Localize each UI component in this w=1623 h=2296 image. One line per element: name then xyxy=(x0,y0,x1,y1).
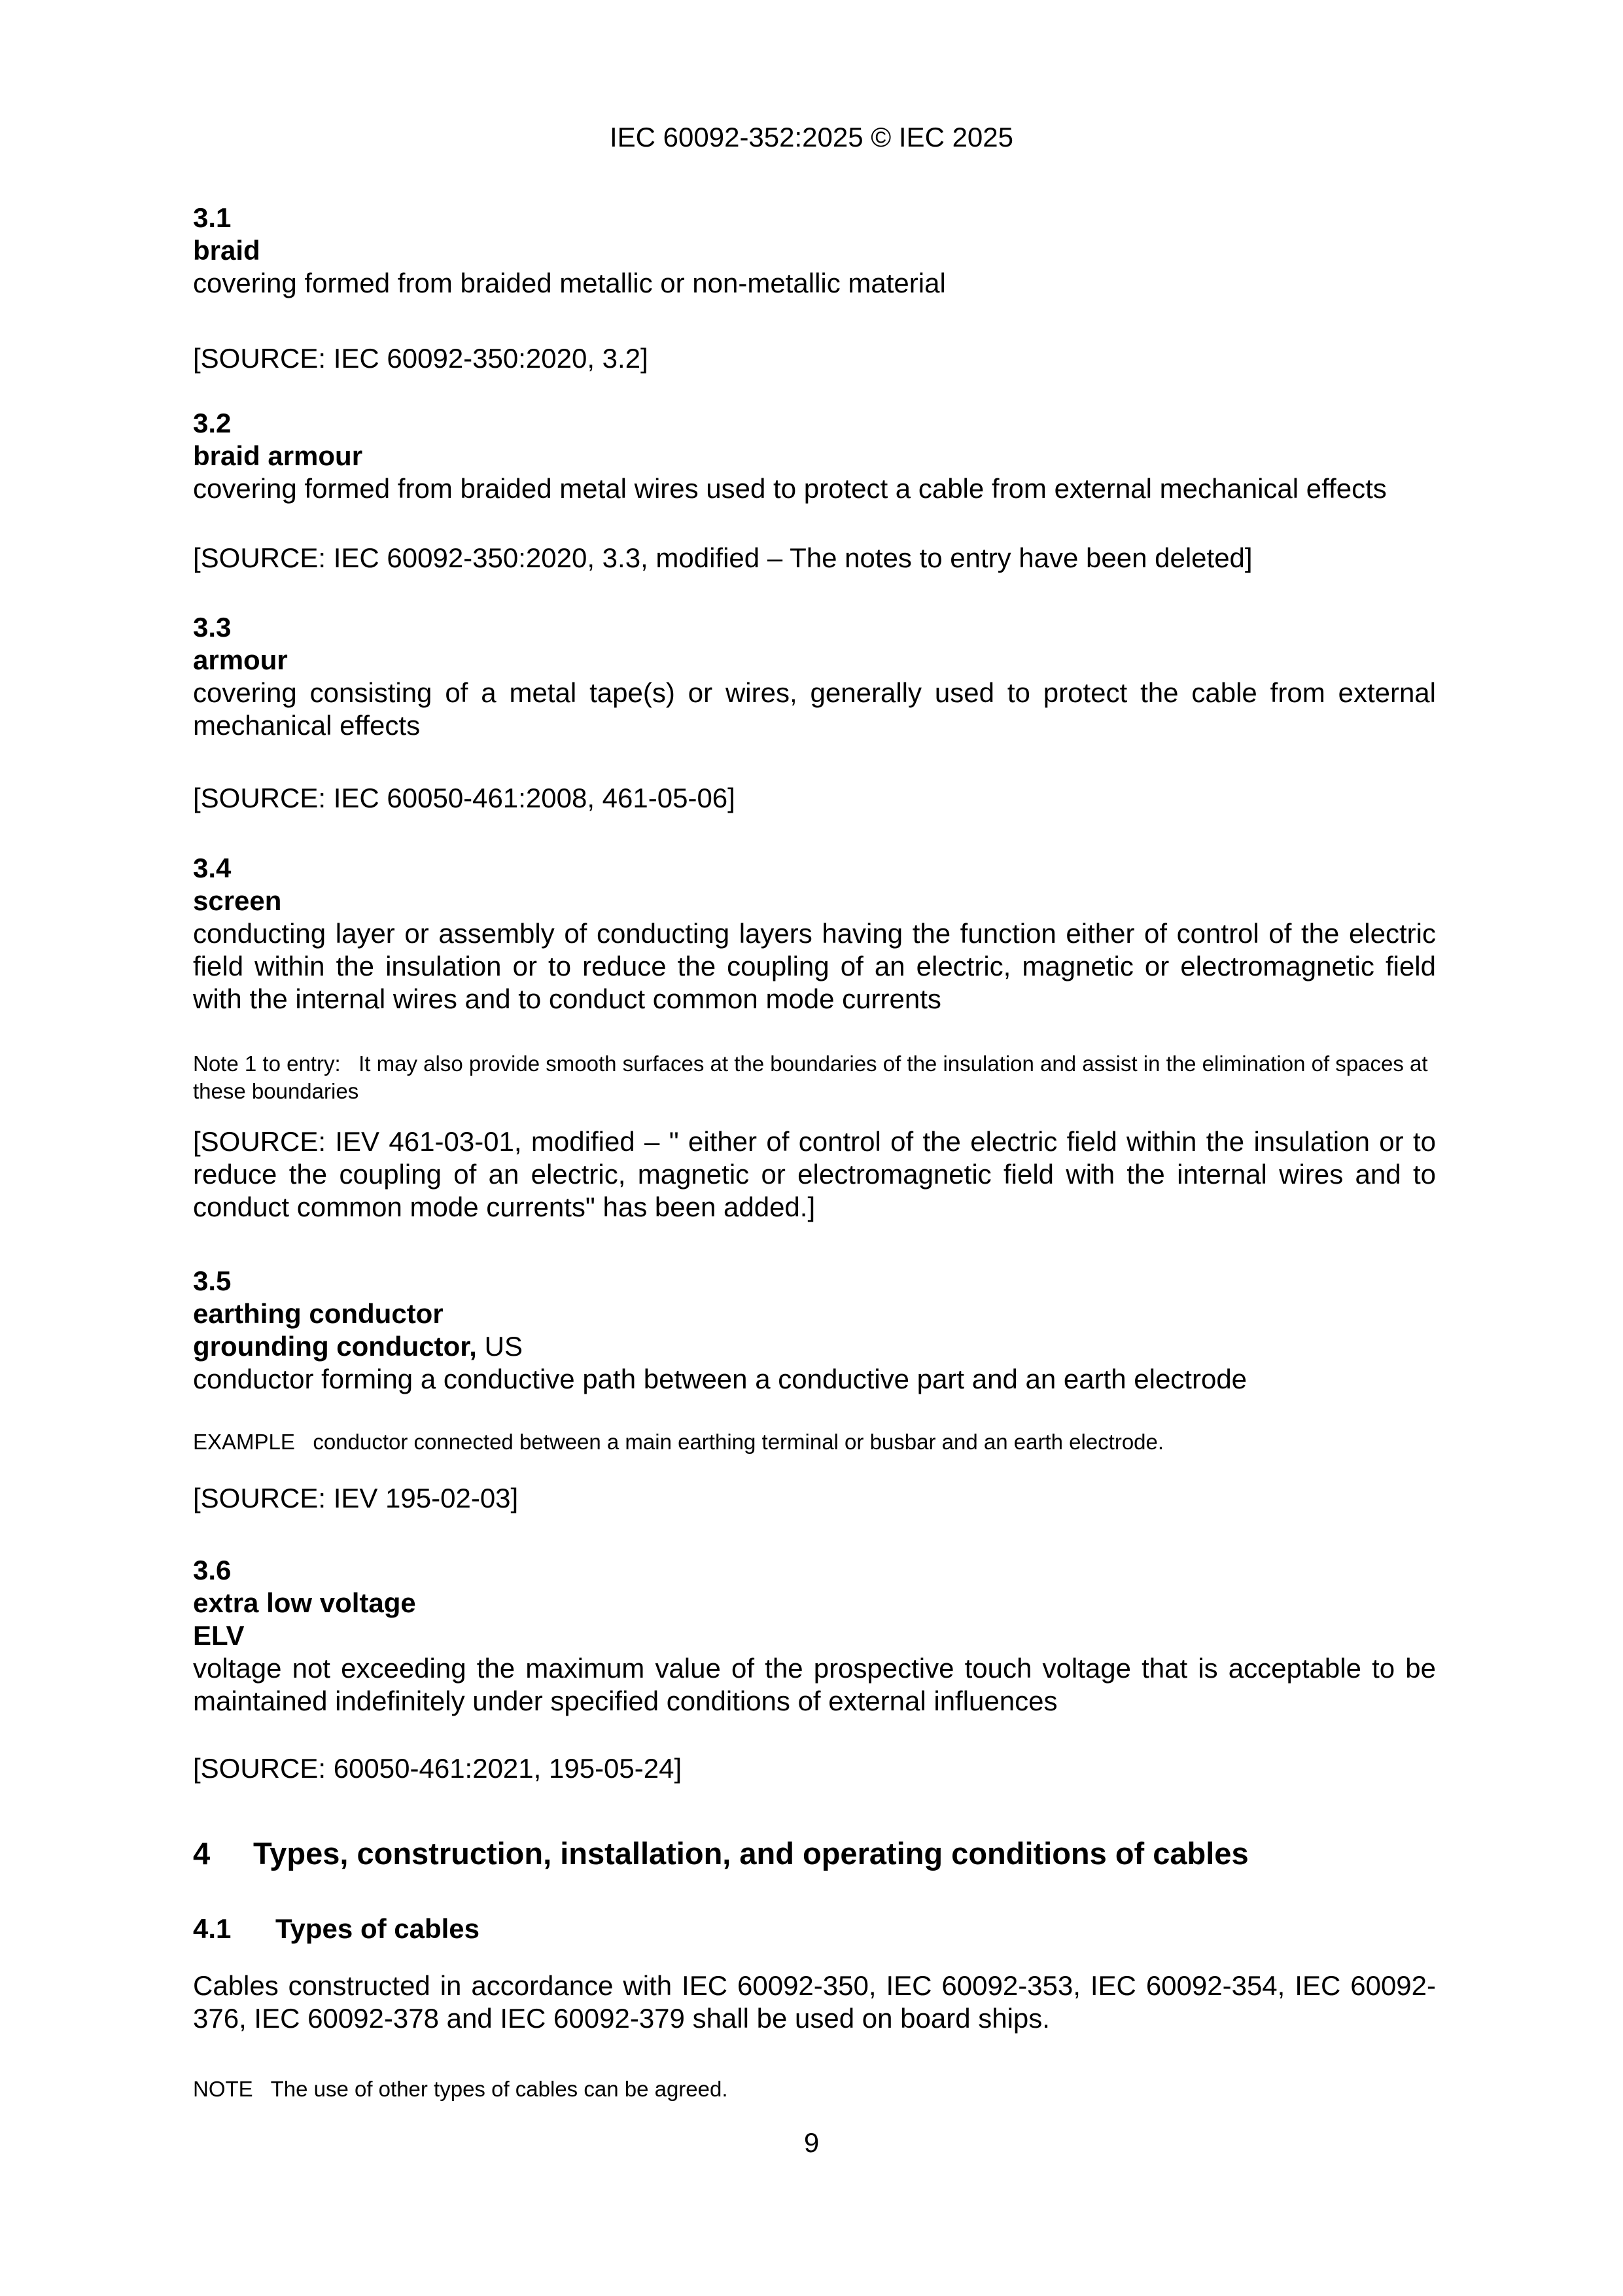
clause-4-1-heading xyxy=(193,1913,1436,1945)
clause-4-number: 4 xyxy=(193,1836,211,1871)
source-line: [SOURCE: IEC 60050-461:2008, 461-05-06] xyxy=(193,783,735,813)
source-line: [SOURCE: IEC 60092-350:2020, 3.2] xyxy=(193,343,648,374)
term-definition: conductor forming a conductive path between a conductive part and an earth electrode xyxy=(193,1364,1248,1394)
clause-4-1-note: NOTE The use of other types of cables can be agreed. xyxy=(193,2077,728,2101)
term-definition: conducting layer or assembly of conducting layers having the function either of control of the electric field within the insulation or to reduce the coupling of an electric, magnetic or electromagnetic field with the internal wires and to conduct common mode currents xyxy=(193,918,1436,1014)
term-name-alt xyxy=(193,1330,1436,1363)
term-name: earthing conductor xyxy=(193,1298,444,1329)
example-line: EXAMPLE conductor connected between a main earthing terminal or busbar and an earth electrode. xyxy=(193,1430,1164,1454)
term-entry-3-1 xyxy=(193,202,1436,300)
term-definition: voltage not exceeding the maximum value of the prospective touch voltage that is acceptable to be maintained indefinitely under specified conditions of external influences xyxy=(193,1653,1436,1716)
term-definition: covering formed from braided metallic or non-metallic material xyxy=(193,268,946,298)
source-line: [SOURCE: 60050-461:2021, 195-05-24] xyxy=(193,1753,682,1784)
clause-4-title: Types, construction, installation, and operating conditions of cables xyxy=(253,1836,1249,1871)
clause-4-heading xyxy=(193,1834,1436,1873)
term-entry-3-2 xyxy=(193,407,1436,505)
page-content xyxy=(193,202,1436,2103)
term-definition: covering consisting of a metal tape(s) or wires, generally used to protect the cable from external mechanical effects xyxy=(193,677,1436,741)
term-name-alt-bold: grounding conductor, xyxy=(193,1331,477,1362)
term-definition: covering formed from braided metal wires used to protect a cable from external mechanical effects xyxy=(193,473,1387,504)
clause-4-1-title: Types of cables xyxy=(275,1913,480,1944)
term-name: braid armour xyxy=(193,440,363,471)
term-entry-3-6 xyxy=(193,1554,1436,1718)
term-number: 3.1 xyxy=(193,202,232,233)
clause-4-1-paragraph: Cables constructed in accordance with IEC 60092-350, IEC 60092-353, IEC 60092-354, IEC 60092-376, IEC 60092-378 and IEC 60092-379 shall be used on board ships. xyxy=(193,1970,1436,2034)
term-number: 3.3 xyxy=(193,612,232,643)
source-line: [SOURCE: IEV 195-02-03] xyxy=(193,1483,519,1513)
source-line: [SOURCE: IEV 461-03-01, modified – " either of control of the electric field within the insulation or to reduce the coupling of an electric, magnetic or electromagnetic field with the internal wires and to conduct common mode currents" has been added.] xyxy=(193,1126,1436,1222)
term-number: 3.6 xyxy=(193,1555,232,1585)
term-name: armour xyxy=(193,645,288,675)
term-name-alt-regular: US xyxy=(476,1331,523,1362)
source-line: [SOURCE: IEC 60092-350:2020, 3.3, modified – The notes to entry have been deleted] xyxy=(193,542,1253,573)
clause-4-1-number: 4.1 xyxy=(193,1913,232,1944)
note-to-entry: Note 1 to entry: It may also provide smooth surfaces at the boundaries of the insulation and assist in the elimination of spaces at these boundaries xyxy=(193,1051,1434,1103)
term-number: 3.5 xyxy=(193,1265,232,1296)
term-number: 3.2 xyxy=(193,408,232,438)
term-name: screen xyxy=(193,885,282,916)
term-entry-3-5 xyxy=(193,1265,1436,1396)
term-entry-3-4 xyxy=(193,852,1436,1016)
term-entry-3-3 xyxy=(193,611,1436,742)
term-name: extra low voltage xyxy=(193,1587,416,1618)
term-abbreviation: ELV xyxy=(193,1620,245,1651)
term-name: braid xyxy=(193,235,260,266)
page-number: 9 xyxy=(803,2127,820,2158)
page-header: IEC 60092-352:2025 © IEC 2025 xyxy=(609,122,1014,152)
term-number: 3.4 xyxy=(193,853,232,883)
